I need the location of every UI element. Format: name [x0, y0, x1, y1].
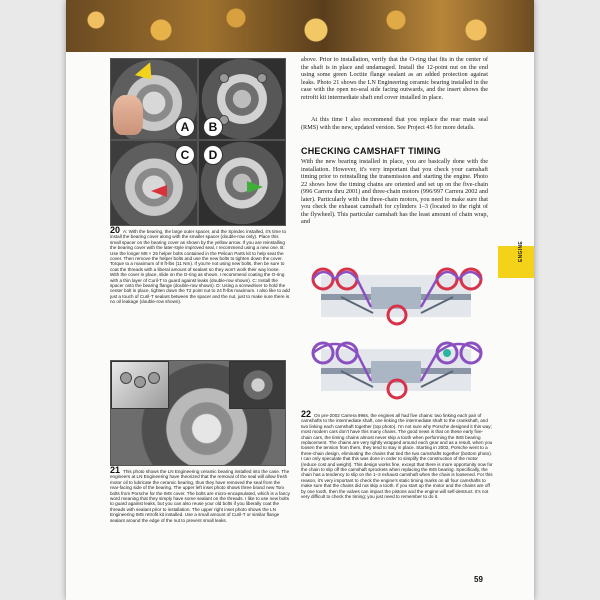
- photo-b: [198, 58, 286, 140]
- caption-text: This photo shows the LN Engineering ceramic bearing installed into the case. The engineers at LN Engineering have theorized that the removal of the seal will allow fresh motor oil to lubricate the ceramic bearing, thus they have removed the seal from the rear-facing side of the bearing. The upper left inset photo shows three brand new Torx bolts from Porsche for the IMS cover. The bolts are micro-encapsulated, which is a fancy word meaning that they simply have some sealant on the threads. I like to use new bolts to guard against leaks, but you can also reuse your old bolts if you liberally coat the threads with sealant prior to installation. The upper right inset photo shows the LN Engineering IMS retrofit kit installed. Use a small amount of Curil-T or similar flange sealant around the edge of the nut to prevent small leaks.: [110, 469, 290, 523]
- photo-label-d: D: [203, 145, 223, 165]
- section-tab: [498, 246, 534, 278]
- caption-number: 20: [110, 225, 121, 235]
- caption-text: On pre-2002 Carrera 996s, the engines all had five chains: two linking each pair of camshafts to the intermediate shaft, one linking the intermediate shaft to the crankshaft, and two linking each camshaft together (top photo). I'm not sure why Porsche designed it this way; most modern cars don't have this many chains. The good news is that on these early five-chain cars, the timing chains almost never skip a tooth when performing the IMS bearing replacement. The chains are very tightly wrapped around each gear and as a result, when you loosen the tension from them, they tend to stay in place. Starting in 2002, Porsche went to a three-chain design, eliminating the chains that tied the two camshafts together (bottom photo). I can only speculate that this was done in order to simplify the construction of the motor (reduce cost and weight). This design works fine, except that there is more opportunity now for the chain to slip off the camshaft sprockets when replacing the IMS bearing. Specifically, the chain has a tendency to slip on the 1–3 exhaust camshaft when the chain is loosened. For this reason, it's very important to check the engine's static timing marks on all four camshafts to make sure that the chains did not skip a tooth. If you start up the motor and the chains are off by one tooth, then the valves can impact the pistons and the engine will self-destruct. It's not very difficult to check the timing; you just need to remember to do it.: [301, 413, 493, 500]
- caption-text: A: With the bearing, the large outer spacer, and the Spindec installed, it's time to install the bearing cover along with the smaller spacer (double-row only). Place this small spacer on the bearing cover as shown by the yellow arrow. If you are reinstalling the bearing cover with the later-style improved seal, I recommend using a new one. B: Use the longer M8 × 25 helper bolts contained in the Pelican Parts kit to help seat the cover. Then remove the helper bolts and use the new bolts to tighten down the cover. Torque to a maximum of 8 ft-lbs (11 Nm). If you're not using new bolts, then be sure to coat the threads with a liberal amount of sealant so they won't work their way loose. With the cover in place, slide on the O-ring as shown. I recommend coating the O-ring with a thin layer of Curil-T to guard against leaks (double-row shown). C: Install the spacer onto the bearing flange (double-row shown). D: Using a screwdriver to hold the center bolt in place, tighten down the T2 point nut to 24 ft-lbs maximum. I also like to add just a touch of Curil-T sealant between the spacer and the nut, just to make sure there is no oil leakage (double-row shown).: [110, 229, 290, 305]
- camshaft-body-paragraph: With the new bearing installed in place, you are basically done with the installation. However, it's very important that you check your camshaft timing prior to reinstalling the transmission and starting the engine. Photo 22 shows how the timing chains are oriented and set up on the five-chain (996 Carrera thru 2001) and three-chain motors (996/997 Carrera 2002 and later). Particularly with the three-chain motors, you need to make sure that you check the exhaust camshaft for cylinders 1–3 (located to the right of the flywheel). This particular camshaft has the least amount of chain wrap, and: [301, 158, 488, 225]
- hand-image: [113, 95, 143, 135]
- photo-d: [198, 140, 286, 226]
- torx-bolt-icon: [120, 372, 132, 384]
- caption-number: 21: [110, 465, 121, 475]
- timing-chain-diagram: [301, 257, 493, 407]
- bolt-icon: [219, 73, 229, 83]
- caption-21: [110, 465, 290, 523]
- section-tab-label: ENGINE: [518, 241, 524, 262]
- torx-bolt-icon: [148, 372, 160, 384]
- page-number: 59: [474, 575, 483, 584]
- caption-number: 22: [301, 409, 312, 419]
- inset-photo-retrofit-kit: [229, 361, 286, 409]
- photo-label-a: A: [175, 117, 195, 137]
- green-arrow-icon: [247, 181, 263, 193]
- yellow-arrow-icon: [135, 62, 159, 86]
- photo-a: [110, 58, 198, 140]
- intro-paragraph: above. Prior to installation, verify that the O-ring that fits in the center of the shaft is in place and undamaged. Install the 12-point nut on the end using some green Loctite flange sealant as an added protection against leaks. Photo 21 shows the LN Engineering ceramic bearing installed in the case with the open no-seal side facing outwards, and the insert shows the retrofit kit intermediate shaft end cover installed in place.: [301, 56, 488, 101]
- three-chain-diagram: [313, 343, 481, 398]
- caption-22: [301, 409, 493, 500]
- book-page: [66, 0, 534, 600]
- timing-mark-icon: [443, 349, 451, 357]
- red-arrow-icon: [151, 185, 167, 197]
- rms-paragraph: At this time I also recommend that you replace the rear main seal (RMS) with the new, updated version. See Project 45 for more details.: [301, 116, 488, 131]
- caption-20: [110, 225, 290, 305]
- header-banner-photo: [66, 0, 534, 52]
- torx-bolt-icon: [134, 376, 146, 388]
- inset-photo-bolts: [111, 361, 169, 409]
- section-heading: CHECKING CAMSHAFT TIMING: [301, 146, 441, 156]
- photo-label-c: C: [175, 145, 195, 165]
- photo-label-b: B: [203, 117, 223, 137]
- bolt-icon: [257, 73, 267, 83]
- photo-21-bearing-case: [110, 360, 286, 466]
- five-chain-diagram: [313, 269, 481, 324]
- photo-c: [110, 140, 198, 226]
